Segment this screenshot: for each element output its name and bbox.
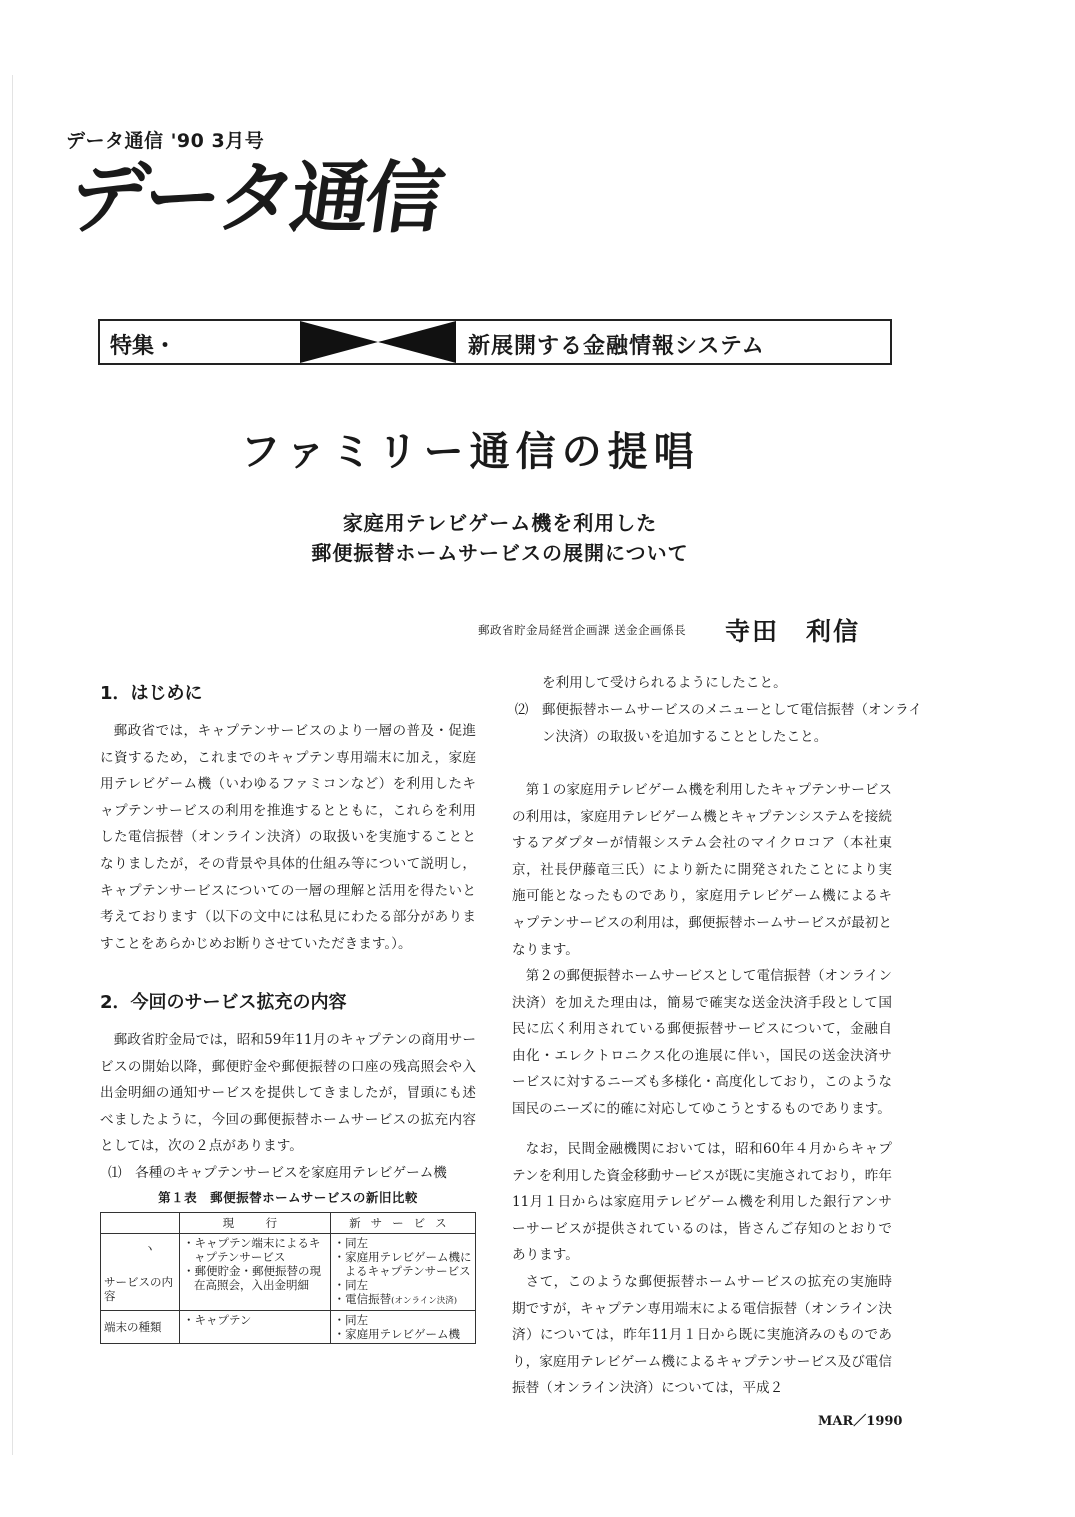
article-subtitle-line-1: 家庭用テレビゲーム機を利用した — [342, 511, 658, 535]
table-bullet-item: ・郵便貯金・郵便振替の現在高照会，入出金明細 — [183, 1264, 321, 1292]
table-bullet-item: ・家庭用テレビゲーム機によるキャプテンサービス — [333, 1250, 472, 1278]
list-item-1: ⑴ 各種のキャプテンサービスを家庭用テレビゲーム機 — [108, 1165, 447, 1181]
table-bullet-item: ・家庭用テレビゲーム機 — [333, 1327, 460, 1341]
author-affiliation: 郵政省貯金局経営企画課 送金企画係長 — [478, 623, 687, 637]
page-footer-date: MAR／1990 — [818, 1414, 903, 1429]
section-heading-1: 1．はじめに — [100, 683, 203, 704]
magazine-title: データ通信 — [63, 154, 446, 244]
paragraph-schedule: さて，このような郵便振替ホームサービスの拡充の実施時期ですが，キャプテン専用端末による電信振替（オンライン決済）については，昨年11月１日から既に実施済みのものであり，家庭用テレビゲーム機によるキャプテンサービス及び電信振替（オンライン決済）については，平成２ — [512, 1274, 892, 1397]
table-row-label-text: サービスの内容 — [104, 1275, 173, 1303]
table-cell-current-service — [180, 1234, 331, 1311]
table-bullet-item: ・同左 — [333, 1236, 369, 1250]
article-subtitle-line-2: 郵便振替ホームサービスの展開について — [311, 541, 689, 565]
table-bullet-item: ・キャプテン端末によるキャプテンサービス — [183, 1236, 321, 1264]
list-item-1-continued: を利用して受けられるようにしたこと。 — [542, 675, 787, 691]
table-col-current: 現 行 — [180, 1213, 331, 1234]
table-col-new: 新サービス — [330, 1213, 475, 1234]
table-row-label-terminal: 端末の種類 — [101, 1311, 180, 1344]
paragraph-second-item: 第２の郵便振替ホームサービスとして電信振替（オンライン決済）を加えた理由は，簡易で確実な送金決済手段として国民に広く利用されている郵便振替サービスについて，金融自由化・エレクトロニクス化の進展に伴い，国民の送金決済サービスに対するニーズも多様化・高度化しており，このような国民のニーズに的確に対応してゆこうとするものであります。 — [512, 968, 892, 1117]
banner-feature-label: 特集・ — [110, 334, 177, 359]
table-row — [101, 1234, 476, 1311]
banner-feature-title: 新展開する金融情報システム — [468, 334, 765, 359]
feature-banner — [98, 319, 892, 365]
service-paragraph: 郵政省貯金局では，昭和59年11月のキャプテンの商用サービスの開始以降，郵便貯金や郵便振替の口座の残高照会や入出金明細の通知サービスを提供してきましたが，冒頭にも述べましたように，今回の郵便振替ホームサービスの拡充内容としては，次の２点があります。 — [100, 1032, 476, 1155]
paragraph-first-item: 第１の家庭用テレビゲーム機を利用したキャプテンサービスの利用は，家庭用テレビゲーム機とキャプテンシステムを接続するアダプターが情報システム会社のマイクロコア（本社東京，社長伊藤竜三氏）により新たに開発されたことにより実施可能となったものであり，家庭用テレビゲーム機によるキャプテンサービスの利用は，郵便振替ホームサービスが最初となります。 — [512, 782, 892, 958]
table-bullet-item: ・電信振替(オンライン決済) — [333, 1292, 458, 1306]
paragraph-private-banks: なお，民間金融機関においては，昭和60年４月からキャプテンを利用した資金移動サービスが既に実施されており，昨年11月１日からは家庭用テレビゲーム機を利用した銀行アンサーサービスが提供されているのは，皆さんご存知のとおりであります。 — [512, 1141, 892, 1264]
table-bullet-item: ・同左 — [333, 1278, 369, 1292]
table-note: (オンライン決済) — [391, 1296, 458, 1306]
list-item-2: ⑵ 郵便振替ホームサービスのメニューとして電信振替（オンライン決済）の取扱いを追加することとしたこと。 — [514, 702, 922, 745]
table-cell-current-terminal — [180, 1311, 331, 1344]
banner-bowtie-graphic — [300, 321, 456, 363]
table-cell-new-terminal — [330, 1311, 475, 1344]
article-title: ファミリー通信の提唱 — [240, 429, 700, 475]
table-caption: 第１表 郵便振替ホームサービスの新旧比較 — [158, 1190, 418, 1205]
section-heading-2: 2．今回のサービス拡充の内容 — [100, 992, 347, 1013]
issue-line: データ通信 '90 3月号 — [66, 130, 265, 152]
table-mark: ヽ — [144, 1241, 156, 1255]
comparison-table — [100, 1212, 476, 1344]
table-header-row — [101, 1213, 476, 1234]
table-bullet-item: ・同左 — [333, 1313, 369, 1327]
table-cell-new-service — [330, 1234, 475, 1311]
scan-edge-line — [12, 75, 13, 1455]
table-row — [101, 1311, 476, 1344]
table-row-label-service — [101, 1234, 180, 1311]
table-corner-cell — [101, 1213, 180, 1234]
table-bullet-item: ・キャプテン — [183, 1313, 252, 1327]
author-name: 寺田 利信 — [725, 617, 861, 646]
intro-paragraph: 郵政省では，キャプテンサービスのより一層の普及・促進に資するため，これまでのキャプテン専用端末に加え，家庭用テレビゲーム機（いわゆるファミコンなど）を利用したキャプテンサービスの利用を推進するとともに，これらを利用した電信振替（オンライン決済）の取扱いを実施することとなりましたが，その背景や具体的仕組み等について説明し，キャプテンサービスについての一層の理解と活用を得たいと考えております（以下の文中には私見にわたる部分がありますことをあらかじめお断りさせていただきます。）。 — [100, 723, 476, 952]
